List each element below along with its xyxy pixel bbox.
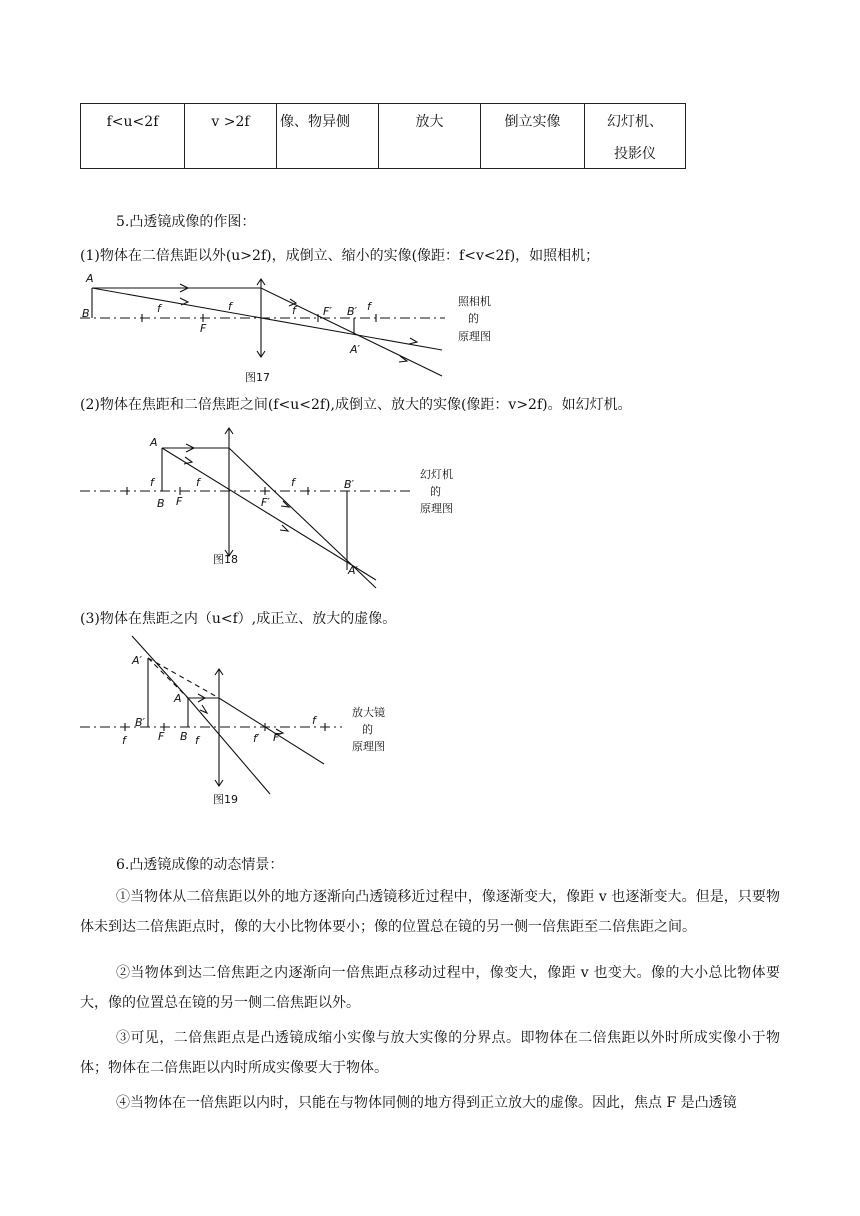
fig18-label-B: B [157,497,165,510]
fig17-label-F2: F′ [323,305,332,318]
fig18-caption: 图18 [213,553,238,566]
dynamic-paragraph-2: ②当物体到达二倍焦距之内逐渐向一倍焦距点移动过程中，像变大，像距 v 也变大。像的大小总比物体要大，像的位置总在镜的另一侧二倍焦距以外。 [80,965,780,1011]
fig18-label-f3: f [291,476,295,489]
fig19-label-A: A [174,692,182,705]
figure-18-projector-diagram [80,420,480,590]
table-cell-object-distance: f<u<2f [81,104,185,169]
fig19-label-A2: A′ [132,654,143,667]
fig17-label-B: B [82,307,90,320]
fig19-side-label-1: 放大镜 [352,706,385,719]
fig19-label-F2: F′ [273,731,282,744]
fig19-label-f4: f [312,714,316,727]
dynamic-paragraph-3: ③可见，二倍焦距点是凸透镜成缩小实像与放大实像的分界点。即物体在二倍焦距以外时所成实像小于物体；物体在二倍焦距以内时所成实像要大于物体。 [80,1030,780,1076]
table-cell-nature: 倒立实像 [481,104,585,169]
fig18-side-label-3: 原理图 [420,502,453,515]
case2-text: (2)物体在焦距和二倍焦距之间(f<u<2f),成倒立、放大的实像(像距：v>2f)。如幻灯机。 [80,397,632,413]
fig17-label-B2: B′ [347,305,358,318]
fig19-side-label-3: 原理图 [352,740,385,753]
fig19-label-f2: f [195,734,199,747]
fig18-label-B2: B′ [344,478,355,491]
figure-19-magnifier-diagram [80,636,420,811]
table-cell-application [585,104,686,169]
table-row [81,104,686,169]
fig18-label-f1: f [150,476,154,489]
fig18-side-label-1: 幻灯机 [420,468,453,481]
fig18-label-F2: F′ [261,496,270,509]
fig17-label-f2: f [228,300,232,313]
fig17-label-A2: A′ [350,343,361,356]
fig19-label-F: F [158,730,165,743]
fig19-label-f3: f′ [253,732,260,745]
case1-text: (1)物体在二倍焦距以外(u>2f)，成倒立、缩小的实像(像距：f<v<2f)，如照相机； [80,248,600,264]
fig18-label-F: F [176,495,183,508]
imaging-table [80,103,686,169]
case3-text: (3)物体在焦距之内（u<f）,成正立、放大的虚像。 [80,611,397,627]
table-cell-side: 像、物异侧 [277,104,379,169]
fig19-label-B: B [180,730,188,743]
fig18-label-f2: f [196,476,200,489]
fig17-side-label-1: 照相机 [458,295,491,308]
fig18-label-A2: A′ [348,564,359,577]
fig18-label-A: A [150,436,158,449]
fig17-caption: 图17 [245,371,270,384]
dynamic-paragraph-1: ①当物体从二倍焦距以外的地方逐渐向凸透镜移近过程中，像逐渐变大，像距 v 也逐渐变大。但是，只要物体未到达二倍焦距点时，像的大小比物体要小；像的位置总在镜的另一侧一倍焦距至二倍焦距之间。 [80,889,780,935]
fig19-label-f1: f [122,734,126,747]
application-line-1: 幻灯机、 [607,114,663,130]
figure-17-camera-diagram [80,270,520,390]
fig18-side-label-2: 的 [430,485,441,498]
fig17-label-F: F [200,322,207,335]
table-cell-image-distance: v >2f [185,104,277,169]
fig17-label-f1: f [157,302,161,315]
fig19-side-label-2: 的 [362,723,373,736]
fig17-label-f4: f [367,300,371,313]
fig19-caption: 图19 [213,793,238,806]
fig17-side-label-2: 的 [468,312,479,325]
application-line-2: 投影仪 [614,146,656,162]
dynamic-paragraph-4: ④当物体在一倍焦距以内时，只能在与物体同侧的地方得到正立放大的虚像。因此，焦点 F 是凸透镜 [116,1095,737,1111]
fig17-label-A: A [86,272,94,285]
section5-heading: 5.凸透镜成像的作图： [116,214,256,230]
fig17-label-f3: f [292,304,296,317]
section6-heading: 6.凸透镜成像的动态情景： [116,857,284,873]
fig19-label-B2: B′ [135,716,146,729]
table-cell-size: 放大 [379,104,481,169]
fig17-side-label-3: 原理图 [458,330,491,343]
